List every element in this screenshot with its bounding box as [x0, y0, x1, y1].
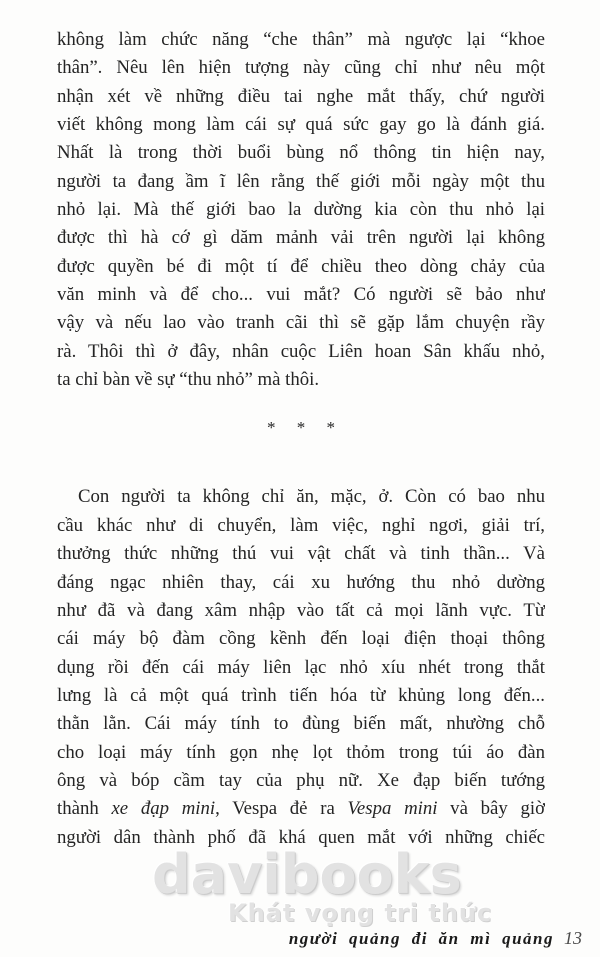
text-line: không làm chức năng “che thân” mà ngược lại “khoe: [57, 29, 545, 50]
text-line: ông và bóp cầm tay của phụ nữ. Xe đạp biến tướng: [57, 769, 545, 791]
text-line: rà. Thôi thì ở đây, nhân cuộc Liên hoan Sân khấu nhỏ,: [57, 340, 545, 362]
text-line: dụng rồi đến cái máy liên lạc nhỏ xíu nhét trong thắt: [57, 656, 545, 678]
text-line: Con người ta không chỉ ăn, mặc, ở. Còn có bao nhu: [78, 486, 545, 508]
text-line-mixed-italic: [57, 795, 545, 823]
italic-text-segment: Vespa mini: [347, 798, 438, 820]
text-line: thân”. Nêu lên hiện tượng này cũng chỉ như nêu một: [57, 57, 545, 79]
section-separator-stars: * * *: [267, 418, 335, 438]
text-line: như đã và đang xâm nhập vào tất cả mọi lãnh vực. Từ: [57, 599, 545, 621]
page-number: 13: [564, 928, 582, 948]
watermark-slogan: Khát vọng tri thức: [228, 899, 493, 927]
davibooks-watermark: davibooks: [152, 843, 462, 906]
text-line: đáng ngạc nhiên thay, cái xu hướng thu nhỏ dường: [57, 571, 545, 593]
text-line: vậy và nếu lao vào tranh cãi thì sẽ gặp lắm chuyện rầy: [57, 312, 545, 334]
text-line: được quyền bé đi một tí để chiều theo dòng chảy của: [57, 255, 545, 277]
text-segment: , Vespa đẻ ra: [215, 798, 348, 820]
text-line: văn minh và để cho... vui mắt? Có người sẽ bảo như: [57, 284, 545, 306]
text-line: nhỏ lại. Mà thế giới bao la dường kia còn thu nhỏ lại: [57, 199, 545, 221]
page-text-column: [57, 26, 545, 852]
text-line: cho loại máy tính gọn nhẹ lọt thỏm trong túi áo đàn: [57, 741, 545, 763]
text-line: lưng là cả một quá trình tiến hóa từ khủng long đến...: [57, 684, 545, 706]
paragraph-1: [57, 26, 545, 394]
text-line: cầu khác như di chuyển, làm việc, nghỉ ngơi, giải trí,: [57, 514, 545, 536]
text-line: Nhất là trong thời buổi bùng nổ thông tin hiện nay,: [57, 142, 545, 164]
running-title: người quảng đi ăn mì quảng: [288, 929, 554, 948]
text-segment: và bây giờ: [437, 798, 545, 820]
text-line: cái máy bộ đàm cồng kềnh đến loại điện thoại thông: [57, 628, 545, 650]
text-line: được thì hà cớ gì dăm mảnh vải trên người lại không: [57, 227, 545, 249]
italic-text-segment: xe đạp mini: [111, 798, 216, 820]
page-footer: [289, 928, 582, 949]
text-line: thưởng thức những thú vui vật chất và tinh thần... Và: [57, 543, 545, 565]
text-line: người ta đang ầm ĩ lên rằng thế giới mỗi ngày một thu: [57, 170, 545, 192]
text-line: viết không mong làm cái sự quá sức gay go là đánh giá.: [57, 114, 545, 136]
text-segment: thành: [57, 798, 112, 820]
text-line: nhận xét về những điều tai nghe mắt thấy, chứ người: [57, 85, 545, 107]
text-line: thằn lằn. Cái máy tính to đùng biến mất, nhường chỗ: [57, 713, 545, 735]
paragraph-2: [57, 483, 545, 851]
text-line: ta chỉ bàn về sự “thu nhỏ” mà thôi.: [57, 369, 320, 391]
text-line: người dân thành phố đã khá quen mắt với những chiếc: [57, 826, 545, 848]
